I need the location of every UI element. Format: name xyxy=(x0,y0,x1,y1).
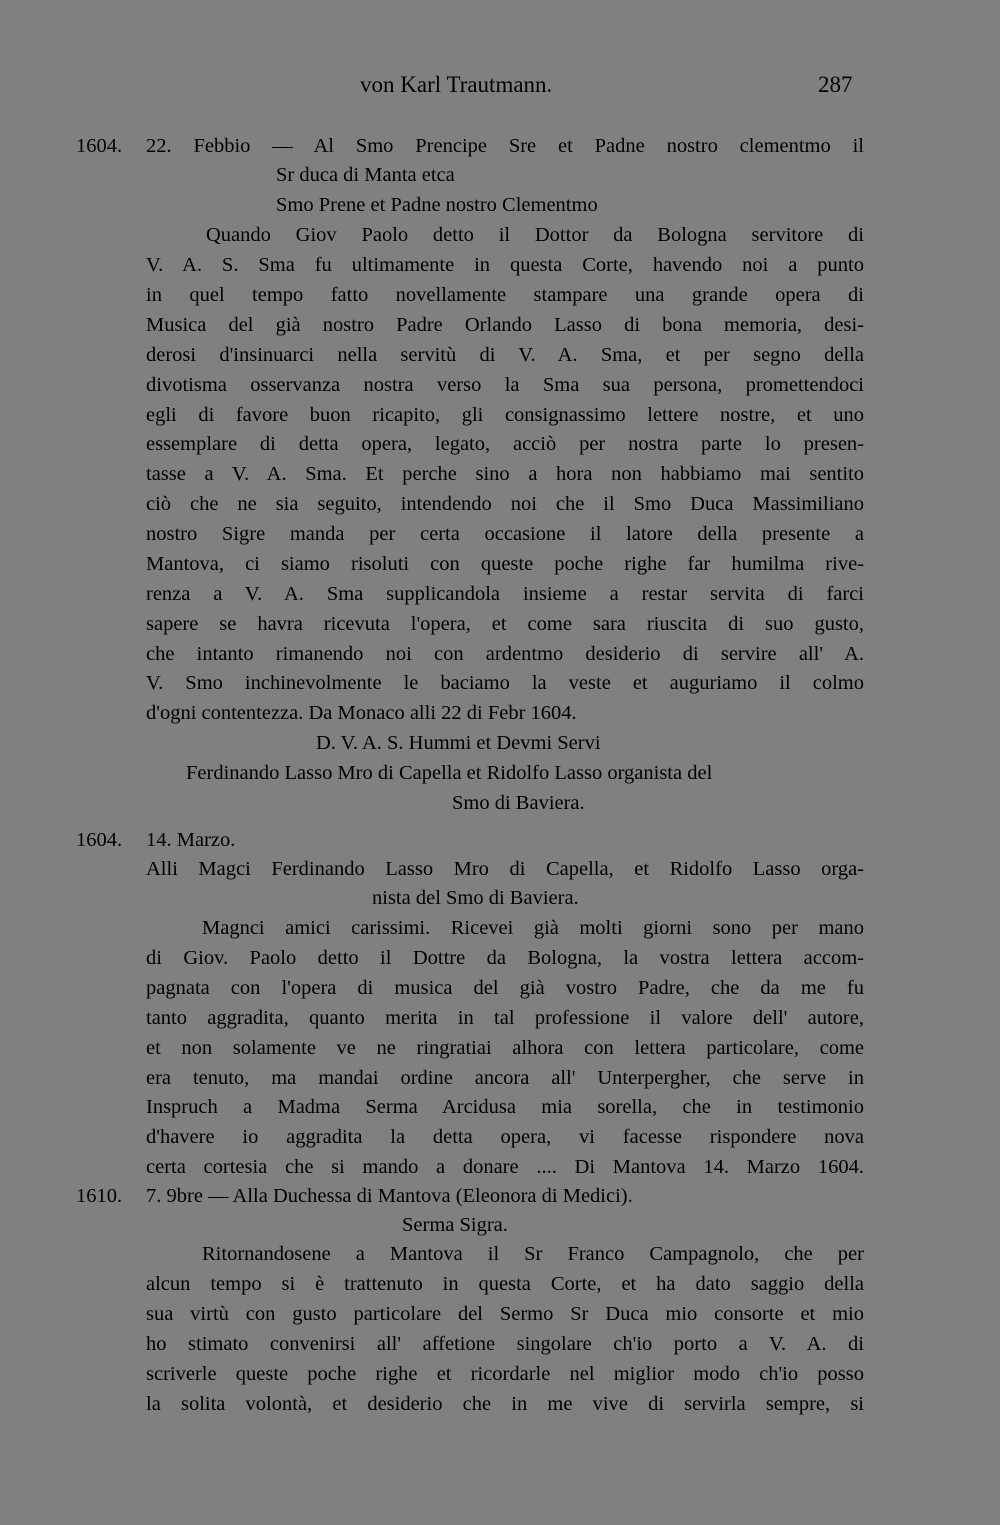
text-line: tanto aggradita, quanto merita in tal professione il valore dell' autore, xyxy=(146,1007,864,1029)
text-line: nista del Smo di Baviera. xyxy=(372,887,579,909)
text-line: essemplare di detta opera, legato, acciò per nostra parte lo presen- xyxy=(146,433,864,455)
text-line: Musica del già nostro Padre Orlando Lasso di bona memoria, desi- xyxy=(146,314,864,336)
signature-line: D. V. A. S. Hummi et Devmi Servi xyxy=(316,732,601,754)
text-line: certa cortesia che si mando a donare .... Di Mantova 14. Marzo 1604. xyxy=(146,1156,864,1178)
text-line: d'ogni contentezza. Da Monaco alli 22 di Febr 1604. xyxy=(146,702,577,724)
text-line: sapere se havra ricevuta l'opera, et come sara riuscita di suo gusto, xyxy=(146,613,864,635)
text-line: et non solamente ve ne ringratiai alhora con lettera particolare, come xyxy=(146,1037,864,1059)
text-line: Inspruch a Madma Serma Arcidusa mia sorella, che in testimonio xyxy=(146,1096,864,1118)
entry-date: 1604. xyxy=(76,135,123,157)
text-line: sua virtù con gusto particolare del Sermo Sr Duca mio consorte et mio xyxy=(146,1303,864,1325)
text-line: alcun tempo si è trattenuto in questa Corte, et ha dato saggio della xyxy=(146,1273,864,1295)
text-line: divotisma osservanza nostra verso la Sma sua persona, promettendoci xyxy=(146,374,864,396)
text-line: Quando Giov Paolo detto il Dottor da Bologna servitore di xyxy=(206,224,864,246)
text-line: che intanto rimanendo noi con ardentmo desiderio di servire all' A. xyxy=(146,643,864,665)
text-line: ciò che ne sia seguito, intendendo noi che il Smo Duca Massimiliano xyxy=(146,493,864,515)
text-line: Alli Magci Ferdinando Lasso Mro di Capella, et Ridolfo Lasso orga- xyxy=(146,858,864,880)
text-line: di Giov. Paolo detto il Dottre da Bologna, la vostra lettera accom- xyxy=(146,947,864,969)
signature-line: Smo di Baviera. xyxy=(452,792,585,814)
text-line: derosi d'insinuarci nella servitù di V. A. Sma, et per segno della xyxy=(146,344,864,366)
page-number: 287 xyxy=(818,72,853,97)
salutation: Serma Sigra. xyxy=(402,1214,508,1236)
text-line: Smo Prene et Padne nostro Clementmo xyxy=(276,194,598,216)
text-line: la solita volontà, et desiderio che in me vive di servirla sempre, si xyxy=(146,1393,864,1415)
text-line: scriverle queste poche righe et ricordarle nel miglior modo ch'io posso xyxy=(146,1363,864,1385)
text-line: pagnata con l'opera di musica del già vostro Padre, che da me fu xyxy=(146,977,864,999)
text-line: tasse a V. A. Sma. Et perche sino a hora non habbiamo mai sentito xyxy=(146,463,864,485)
text-line: nostro Sigre manda per certa occasione il latore della presente a xyxy=(146,523,864,545)
text-line: Sr duca di Manta etca xyxy=(276,164,455,186)
text-line: V. Smo inchinevolmente le baciamo la veste et auguriamo il colmo xyxy=(146,672,864,694)
running-title: von Karl Trautmann. xyxy=(360,72,553,97)
text-line: 7. 9bre — Alla Duchessa di Mantova (Eleonora di Medici). xyxy=(146,1185,633,1207)
text-line: era tenuto, ma mandai ordine ancora all' Unterpergher, che serve in xyxy=(146,1067,864,1089)
entry-date: 1610. xyxy=(76,1185,123,1207)
text-line: Mantova, ci siamo risoluti con queste poche righe far humilma rive- xyxy=(146,553,864,575)
text-line: egli di favore buon ricapito, gli consignassimo lettere nostre, et uno xyxy=(146,404,864,426)
text-line: ho stimato convenirsi all' affetione singolare ch'io porto a V. A. di xyxy=(146,1333,864,1355)
text-line: Ritornandosene a Mantova il Sr Franco Campagnolo, che per xyxy=(202,1243,864,1265)
entry-date: 1604. xyxy=(76,829,123,851)
text-line: renza a V. A. Sma supplicandola insieme a restar servita di farci xyxy=(146,583,864,605)
text-line: V. A. S. Sma fu ultimamente in questa Corte, havendo noi a punto xyxy=(146,254,864,276)
text-line: in quel tempo fatto novellamente stampare una grande opera di xyxy=(146,284,864,306)
text-line: Magnci amici carissimi. Ricevei già molti giorni sono per mano xyxy=(202,917,864,939)
text-line: 14. Marzo. xyxy=(146,829,236,851)
text-line: 22. Febbio — Al Smo Prencipe Sre et Padne nostro clementmo il xyxy=(146,135,864,157)
text-line: d'havere io aggradita la detta opera, vi facesse rispondere nova xyxy=(146,1126,864,1148)
signature-line: Ferdinando Lasso Mro di Capella et Ridolfo Lasso organista del xyxy=(186,762,713,784)
